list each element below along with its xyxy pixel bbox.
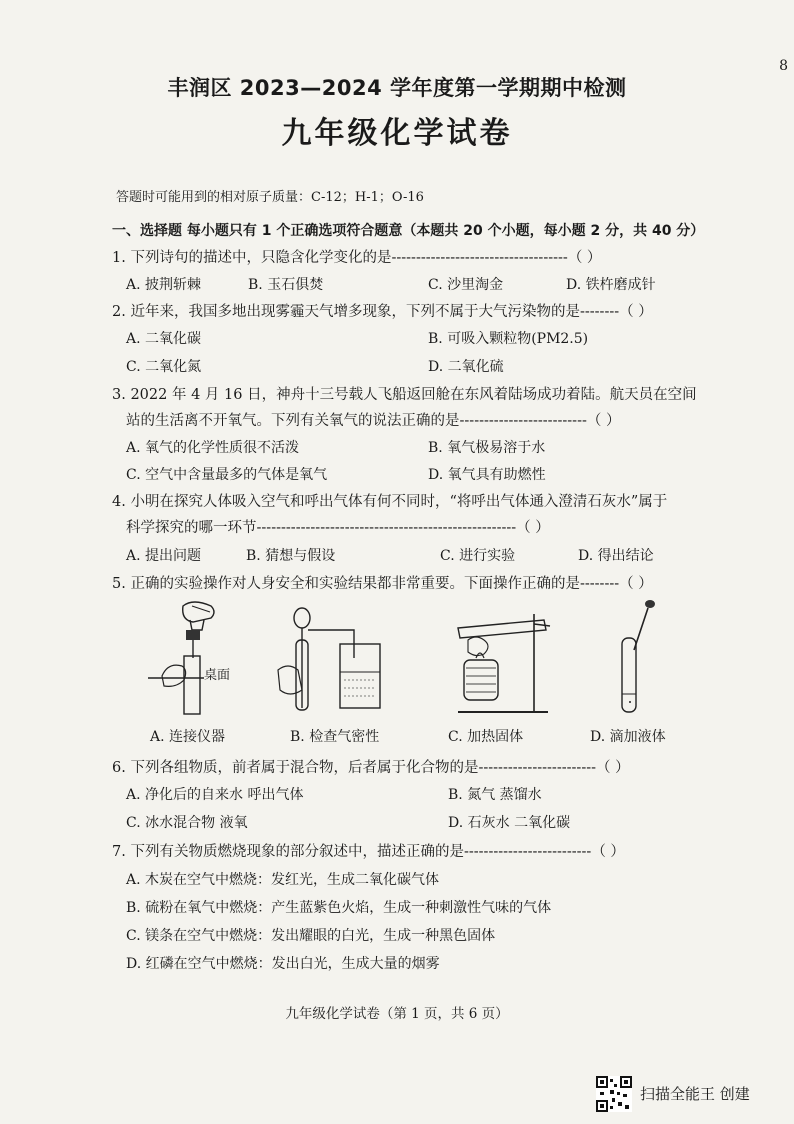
atomic-masses: 答题时可能用到的相对原子质量：C-12；H-1；O-16: [116, 190, 424, 205]
question-4-stem-1: 4. 小明在探究人体吸入空气和呼出气体有何不同时，“将呼出气体通入澄清石灰水”属于: [112, 494, 668, 510]
exam-title: 丰润区 2023—2024 学年度第一学期期中检测: [167, 76, 627, 100]
q6-option-d: D. 石灰水 二氧化碳: [448, 815, 571, 831]
q5-option-d: D. 滴加液体: [590, 729, 666, 745]
q2-option-b: B. 可吸入颗粒物(PM2.5): [428, 331, 589, 347]
question-5-stem: 5. 正确的实验操作对人身安全和实验结果都非常重要。下面操作正确的是--------（ ）: [112, 576, 653, 592]
question-1-stem: 1. 下列诗句的描述中，只隐含化学变化的是------------------------------------（ ）: [112, 250, 602, 266]
figure-b-airtightness: [272, 600, 402, 715]
q5-option-a: A. 连接仪器: [150, 729, 226, 745]
q3-option-d: D. 氧气具有助燃性: [428, 467, 546, 483]
q3-option-a: A. 氧气的化学性质很不活泼: [126, 440, 300, 456]
q4-option-a: A. 提出问题: [126, 548, 202, 564]
q7-option-c: C. 镁条在空气中燃烧：发出耀眼的白光，生成一种黑色固体: [126, 928, 496, 944]
corner-mark: 8: [779, 58, 788, 74]
q2-option-a: A. 二氧化碳: [126, 331, 202, 347]
q2-option-d: D. 二氧化硫: [428, 359, 504, 375]
q1-option-a: A. 披荆斩棘: [126, 277, 202, 293]
q6-option-b: B. 氮气 蒸馏水: [448, 787, 542, 803]
qr-code-icon: [596, 1076, 632, 1112]
q7-option-b: B. 硫粉在氧气中燃烧：产生蓝紫色火焰，生成一种刺激性气味的气体: [126, 900, 552, 916]
scanner-watermark: 扫描全能王 创建: [640, 1085, 750, 1103]
q6-option-c: C. 冰水混合物 液氧: [126, 815, 248, 831]
question-4-stem-2: 科学探究的哪一环节-----------------------------------------------------（ ）: [126, 520, 550, 536]
section-heading: 一、选择题 每小题只有 1 个正确选项符合题意（本题共 20 个小题，每小题 2 分，共 40 分）: [112, 223, 705, 239]
figure-a-connect-apparatus: [148, 598, 248, 718]
q6-option-a: A. 净化后的自来水 呼出气体: [126, 787, 304, 803]
q3-option-c: C. 空气中含量最多的气体是氧气: [126, 467, 328, 483]
q4-option-d: D. 得出结论: [578, 548, 654, 564]
q4-option-b: B. 猜想与假设: [246, 548, 336, 564]
q5-option-c: C. 加热固体: [448, 729, 524, 745]
q7-option-a: A. 木炭在空气中燃烧：发红光，生成二氧化碳气体: [126, 872, 440, 888]
figure-a-table-label: 桌面: [204, 668, 231, 683]
q1-option-d: D. 铁杵磨成针: [566, 277, 656, 293]
q7-option-d: D. 红磷在空气中燃烧：发出白光，生成大量的烟雾: [126, 956, 440, 972]
q4-option-c: C. 进行实验: [440, 548, 516, 564]
q3-option-b: B. 氧气极易溶于水: [428, 440, 546, 456]
q2-option-c: C. 二氧化氮: [126, 359, 202, 375]
question-6-stem: 6. 下列各组物质，前者属于混合物，后者属于化合物的是------------------------（ ）: [112, 760, 630, 776]
question-3-stem-2: 站的生活离不开氧气。下列有关氧气的说法正确的是--------------------------（ ）: [126, 413, 621, 429]
exam-subtitle: 九年级化学试卷: [281, 116, 513, 151]
figure-d-drop-liquid: [606, 598, 666, 716]
q5-option-b: B. 检查气密性: [290, 729, 380, 745]
figure-c-heat-solid: [438, 604, 558, 719]
page-footer: 九年级化学试卷（第 1 页，共 6 页）: [285, 1006, 509, 1022]
q1-option-b: B. 玉石俱焚: [248, 277, 324, 293]
question-3-stem-1: 3. 2022 年 4 月 16 日，神舟十三号载人飞船返回舱在东风着陆场成功着陆。航天员在空间: [112, 387, 697, 403]
question-7-stem: 7. 下列有关物质燃烧现象的部分叙述中，描述正确的是--------------------------（ ）: [112, 844, 625, 860]
q1-option-c: C. 沙里淘金: [428, 277, 504, 293]
question-2-stem: 2. 近年来，我国多地出现雾霾天气增多现象，下列不属于大气污染物的是--------（ ）: [112, 304, 653, 320]
